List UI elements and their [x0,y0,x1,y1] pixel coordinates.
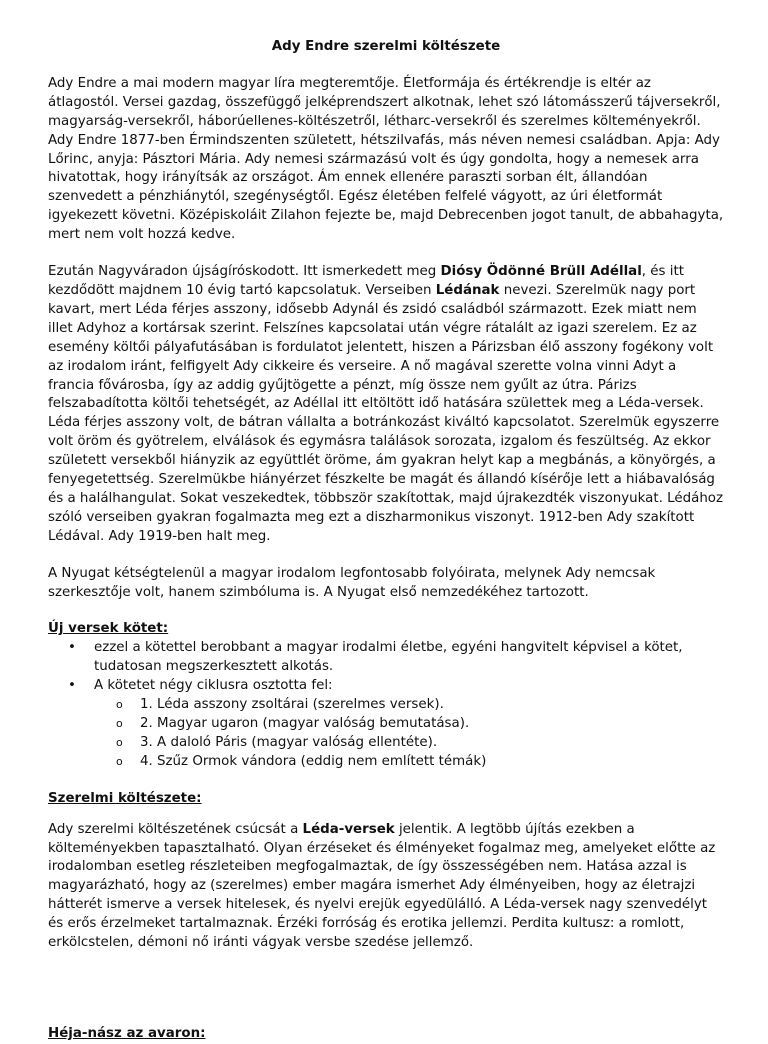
cycle-item-text: 4. Szűz Ormok vándora (eddig nem említett témák) [140,753,487,769]
bullet-icon: • [68,640,76,656]
list-item [48,639,724,677]
cycle-item [48,696,724,715]
paragraph-nyugat: A Nyugat kétségtelenül a magyar irodalom legfontosabb folyóirata, melynek Ady nemcsak szerkesztője volt, hanem szimbóluma is. A Nyugat első nemzedékéhez tartozott. [48,565,656,600]
section-heading-uj-versek: Új versek kötet: [48,621,169,637]
circle-bullet-icon: o [116,735,123,749]
cycle-item-text: 1. Léda asszony zsoltárai (szerelmes versek). [140,697,444,713]
paragraph-leda-text-a: Ezután Nagyváradon újságíróskodott. Itt ismerkedett meg [48,264,441,280]
paragraph-leda-text-c: , és itt kezdődött majdnem 10 évig tartó kapcsolatuk. Verseiben [48,264,684,298]
paragraph-leda-text-e: nevezi. Szerelmük nagy port kavart, mert Léda férjes asszony, idősebb Adynál és zsidó családból származott. Ezek miatt nem illet Adyhoz a kortársak szerint. Felszínes kapcsolatai után végre rátalált az igazi szerelem. Ez az esemény költői pályafutásában is fordulatot jelentett, hiszen a Párizsban élő asszony fogékony volt az irodalom iránt, felfigyelt Ady cikkeire és verseire. A nő magával szerette volna vinni Adyt a francia fővárosba, így az addig gyűjtögette a pénzt, míg össze nem gyűlt az útra. Párizs felszabadította költői tehetségét, az Adéllal itt eltöltött idő hatására születtek meg a Léda-versek. Léda férjes asszony volt, de bátran vállalta a botránkozást kiváltó kapcsolatot. Szerelmük egyszerre volt öröm és gyötrelem, elválások és egymásra találások sorozata, izgalom és feszültség. Az ekkor született versekből hiányzik az együttlét öröme, ám gyakran helyt kap a megbánás, a könyörgés, a fenyegetettség. Szerelmükbe hiányérzet fészkelte be magát és állandó kísérője lett a hiábavalóság és a halálhangulat. Sokat veszekedtek, többször szakítottak, majd újrakezdték viszonyukat. Lédához szóló verseiben gyakran fogalmazta meg ezt a diszharmonikus viszonyt. 1912-ben Ady szakított Lédával. Ady 1919-ben halt meg. [48,282,724,544]
document-title: Ady Endre szerelmi költészete [271,39,501,54]
paragraph-intro: Ady Endre a mai modern magyar líra megteremtője. Életformája és értékrendje is eltér az átlagostól. Versei gazdag, összefüggő jelképrendszert alkotnak, lehet szó látomásszerű tájversekről, magyarság-versekről, háborúellenes-költészetről, létharc-versekről és szerelmes költeményekről. Ady Endre 1877-ben Érmindszenten született, hétszilvafás, más néven nemesi családban. Apja: Ady Lőrinc, anyja: Pásztori Mária. Ady nemesi származású volt és úgy gondolta, hogy a nemesek arra hivatottak, hogy irányítsák az országot. Ám ennek ellenére paraszti sorban élt, állandóan szenvedett a pénzhiánytól, szegénységtől. Egész életében felfelé vágyott, az úri életformát igyekezett követni. Középiskoláit Zilahon fejezte be, majd Debrecenben jogot tanult, de abbahagyta, mert nem volt hozzá kedve. [48,75,724,243]
bullet-icon: • [68,678,76,694]
list-item [48,677,724,772]
cycle-item-text: 2. Magyar ugaron (magyar valóság bemutatása). [140,716,470,731]
document-page [48,38,724,1044]
leda-versek-term: Léda-versek [302,821,395,837]
section-heading-heja-nasz: Héja-nász az avaron: [48,1025,206,1041]
cycles-list [94,696,724,772]
circle-bullet-icon: o [116,698,123,712]
paragraph-szerelmi-text-c: jelentik. A legtöbb újítás ezekben a költeményekben tapasztalható. Olyan érzéseket és élményeket fogalmaz meg, amelyeket előtte az irodalomban esetleg részleteiben megfogalmaztak, de így összességében nem. Hatása azzal is magyarázható, hogy az (szerelmes) ember magára ismerhet Ady élményeiben, hogy az életrajzi hátterét ismerve a versek hitelesek, és nyelvi erejük egyedülálló. A Léda-versek nagy szenvedélyt és erős érzelmeket tartalmaznak. Érzéki forróság és erotika jellemzi. Perdita kultusz: a romlott, erkölcstelen, démoni nő iránti vágyak versbe szedése jellemző. [48,821,716,951]
cycle-item [48,753,724,772]
uj-versek-list [48,639,724,771]
cycle-item [48,715,724,734]
circle-bullet-icon: o [116,754,123,768]
section-heading-szerelmi: Szerelmi költészete: [48,790,202,806]
leda-name: Lédának [435,282,500,298]
list-item-text: A kötetet négy ciklusra osztotta fel: [94,678,333,694]
circle-bullet-icon: o [116,717,123,730]
paragraph-szerelmi [48,821,724,953]
cycle-item-text: 3. A daloló Páris (magyar valóság ellentéte). [140,734,438,750]
paragraph-szerelmi-text-a: Ady szerelmi költészetének csúcsát a [48,821,303,837]
paragraph-leda [48,263,724,547]
adel-name: Diósy Ödönné Brüll Adéllal [440,264,642,280]
spacer [48,971,724,1025]
list-item-text: ezzel a kötettel berobbant a magyar irodalmi életbe, egyéni hangvitelt képvisel a kötet, tudatosan megszerkesztett alkotás. [94,640,683,675]
cycle-item [48,734,724,753]
